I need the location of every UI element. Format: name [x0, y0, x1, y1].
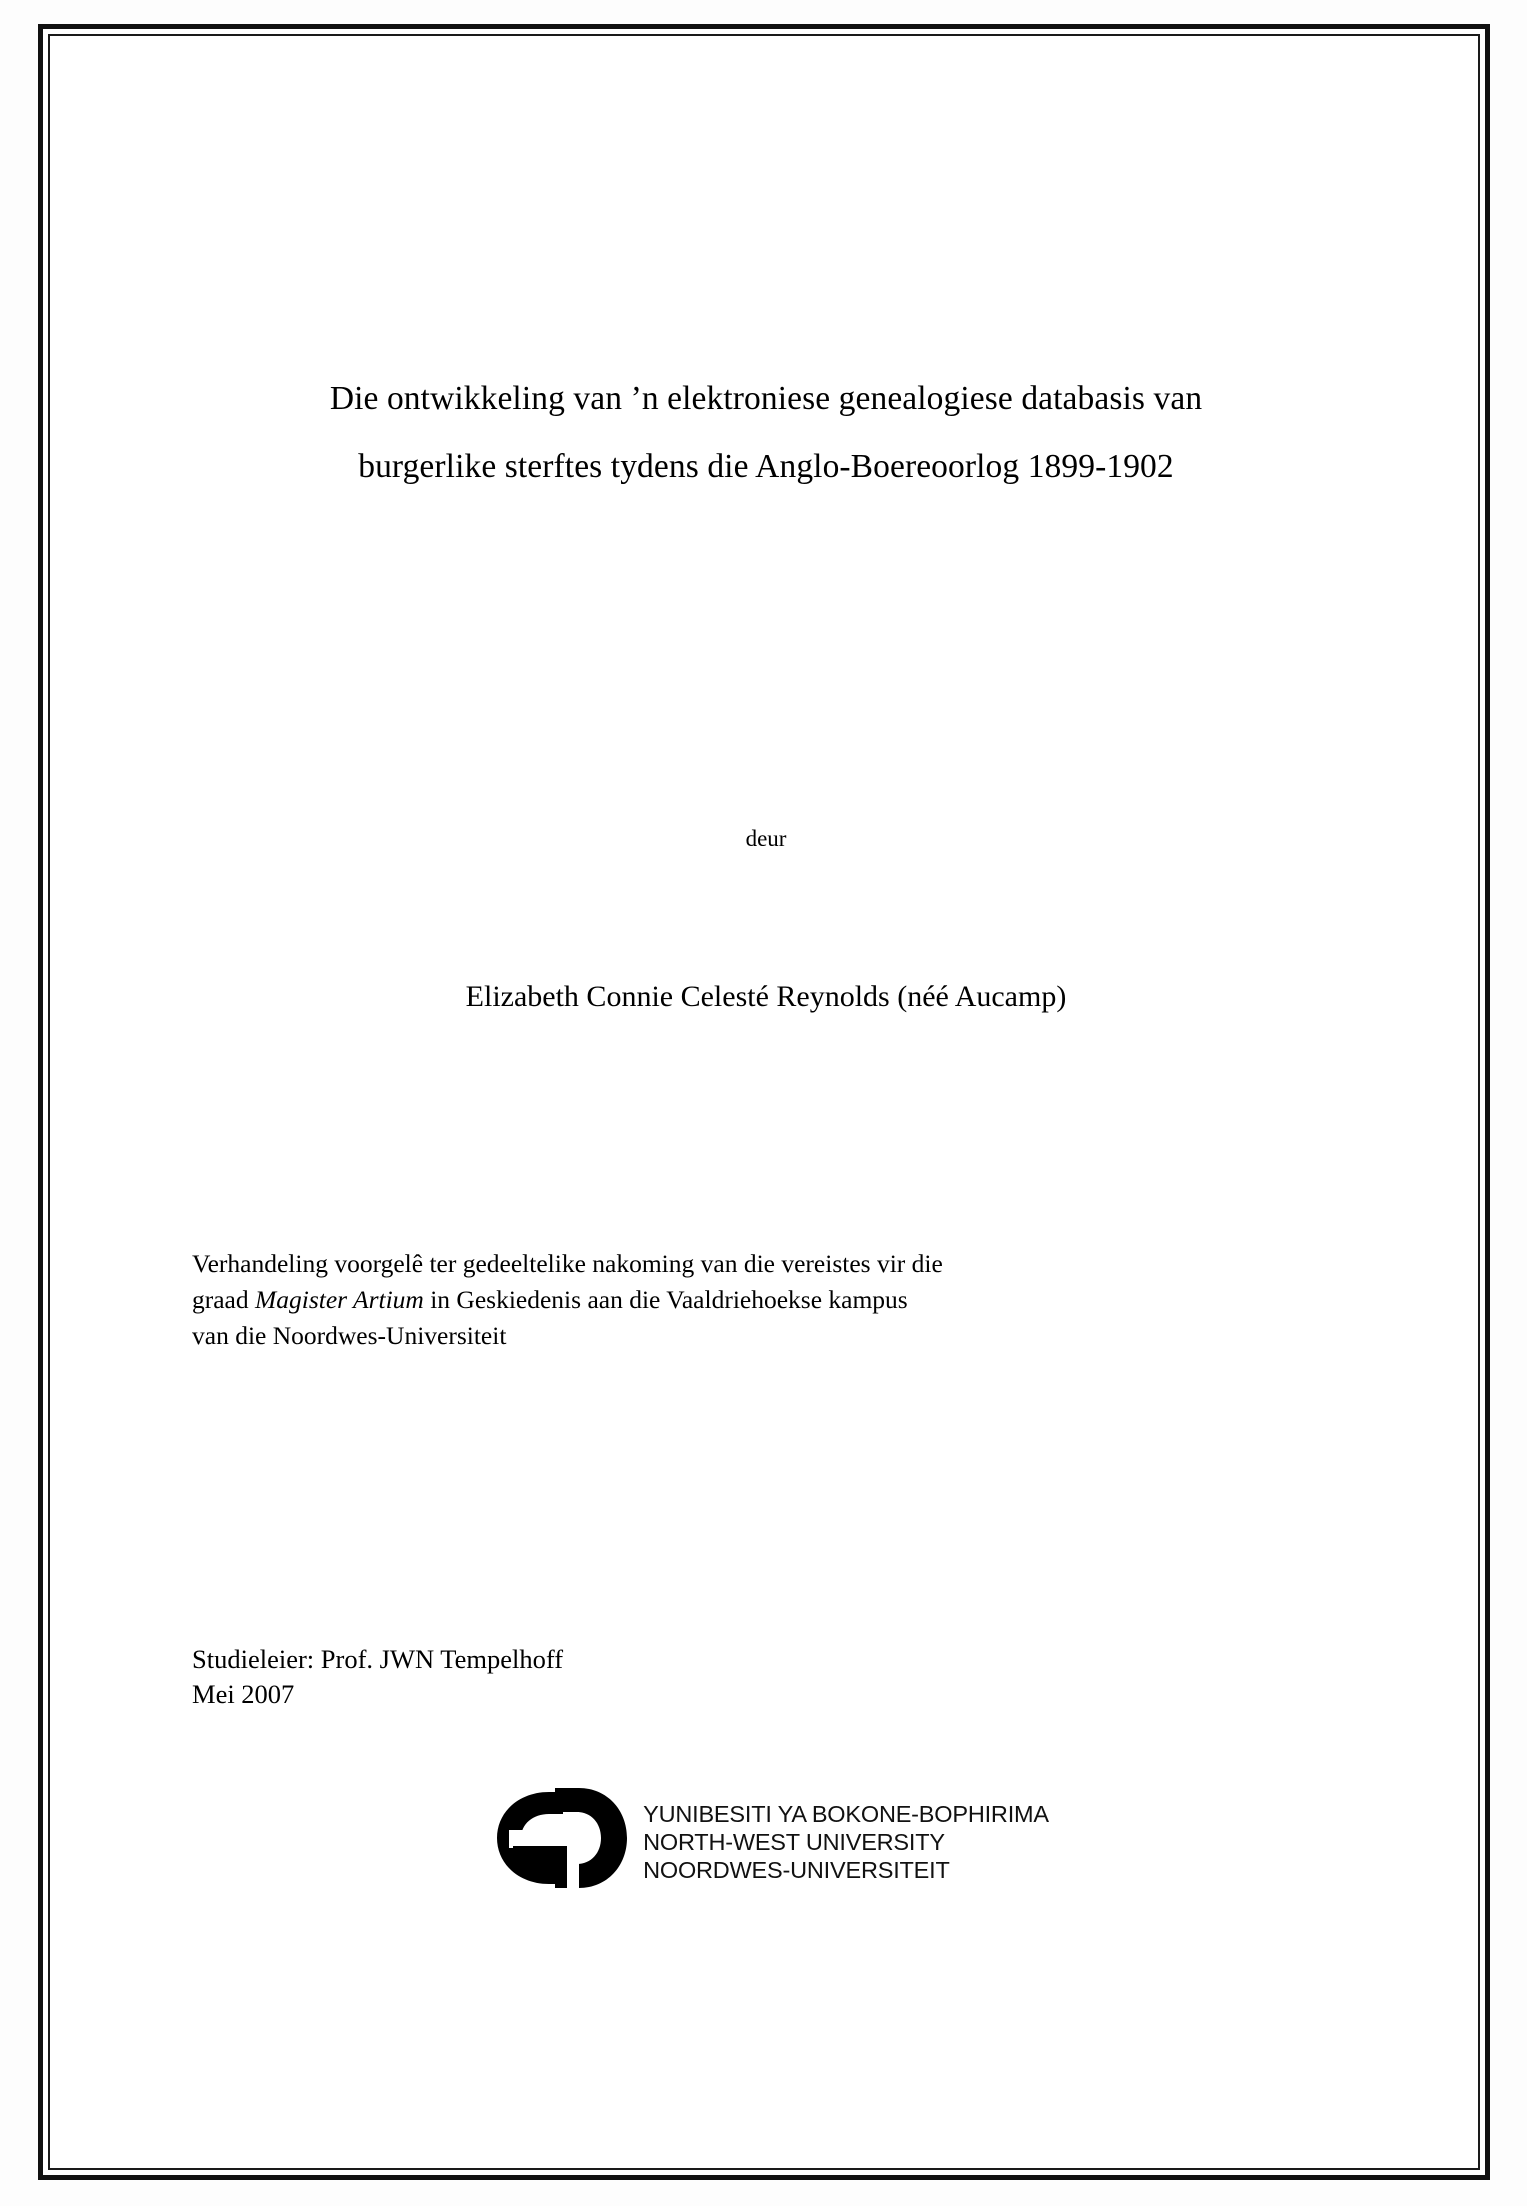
degree-statement-line-2-post: in Geskiedenis aan die Vaaldriehoekse kampus [423, 1285, 908, 1315]
degree-statement-line-1: Verhandeling voorgelê ter gedeeltelike nakoming van die vereistes vir die [192, 1249, 943, 1278]
title-line-2: burgerlike sterftes tydens die Anglo-Boereoorlog 1899-1902 [358, 447, 1174, 485]
by-label: deur [745, 826, 787, 851]
title-page-content [186, 34, 1346, 2164]
supervisor-name: Studieleier: Prof. JWN Tempelhoff [192, 1644, 564, 1674]
degree-statement-line-2-pre: graad [192, 1285, 256, 1315]
university-logo [186, 1786, 1346, 1898]
logo-line-english: NORTH-WEST UNIVERSITY [643, 1829, 945, 1856]
degree-name-italic: Magister Artium [255, 1285, 424, 1315]
degree-statement [192, 1246, 1344, 1355]
university-logo-text [643, 1799, 1049, 1884]
supervisor-block [192, 1642, 1192, 1712]
author-name: Elizabeth Connie Celesté Reynolds (néé Aucamp) [465, 980, 1067, 1013]
degree-statement-line-3: van die Noordwes-Universiteit [192, 1321, 507, 1351]
logo-line-afrikaans: NOORDWES-UNIVERSITEIT [643, 1856, 950, 1883]
logo-line-setswana: YUNIBESITI YA BOKONE-BOPHIRIMA [643, 1801, 1049, 1828]
title-line-1: Die ontwikkeling van ’n elektroniese genealogiese databasis van [329, 380, 1203, 417]
page-title [186, 382, 1346, 483]
nwu-logo-icon [483, 1786, 635, 1898]
degree-statement-line-2 [192, 1282, 1344, 1318]
submission-date: Mei 2007 [192, 1678, 295, 1709]
